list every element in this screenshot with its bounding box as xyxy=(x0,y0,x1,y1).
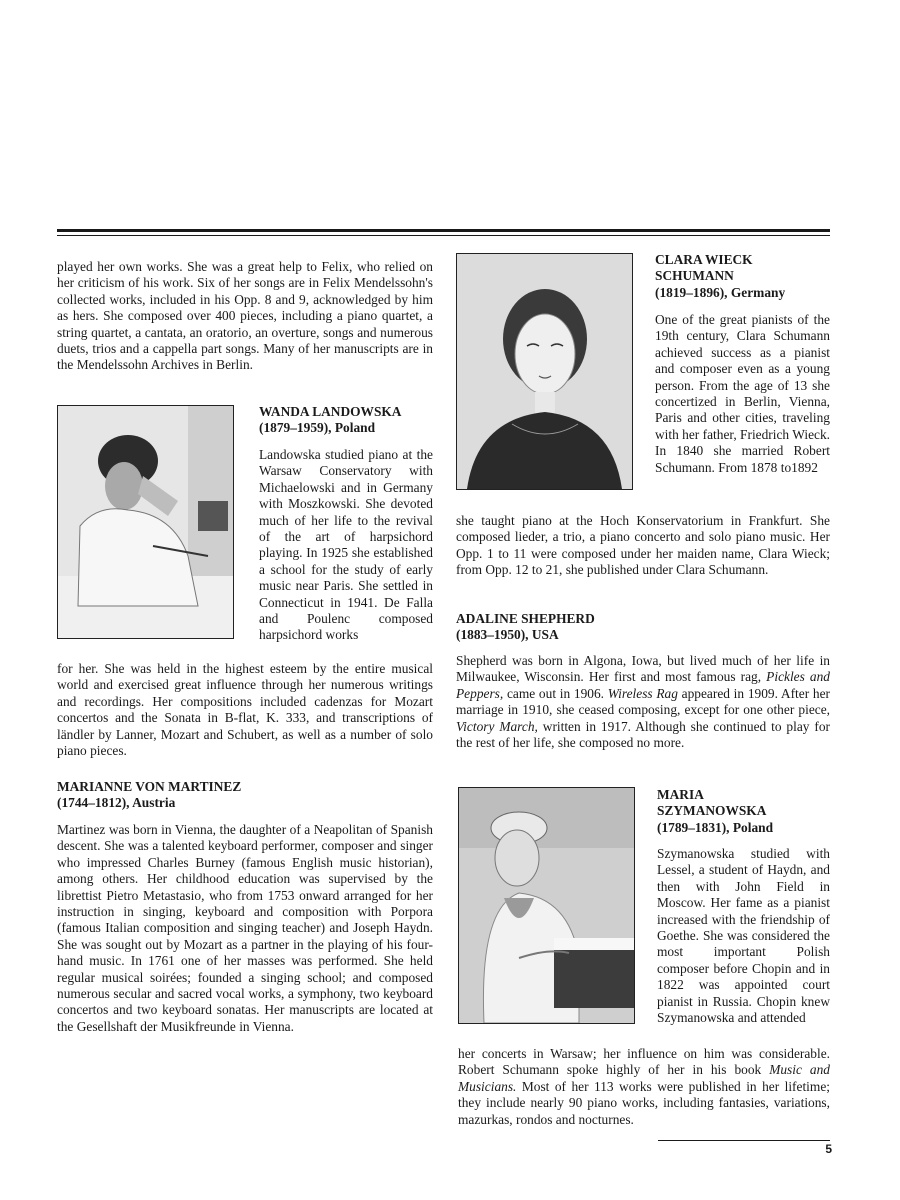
szymanowska-name-line2: SZYMANOWSKA xyxy=(657,803,767,819)
shepherd-bio xyxy=(456,653,830,751)
header-rule-thick xyxy=(57,229,830,232)
header-rule-thin xyxy=(57,235,830,236)
szymanowska-bio-b: Most of her 113 works were published in her lifetime; they include nearly 90 piano works, including fantasies, variations, mazurkas, rondos and nocturnes. xyxy=(458,1078,830,1127)
schumann-bio-full-width: she taught piano at the Hoch Konservatorium in Frankfurt. She composed lieder, a trio, a piano concerto and solo piano music. Her Opp. 1 to 11 were composed under her maiden name, Clara Wieck; from Opp. 12 to 21, she published under Clara Schumann. xyxy=(456,513,830,578)
landowska-dates: (1879–1959), Poland xyxy=(259,420,376,436)
schumann-bio-beside-photo: One of the great pianists of the 19th century, Clara Schumann achieved success as a pianist and composer even as a young person. From the age of 13 she concertized in Berlin, Vienna, Paris and other cities, traveling with her father, Friedrich Wieck. In 1840 she married Robert Schumann. From 1878 to1892 xyxy=(655,312,830,475)
szymanowska-name-line1: MARIA xyxy=(657,787,704,802)
martinez-name: MARIANNE VON MARTINEZ xyxy=(57,779,242,794)
page-number: 5 xyxy=(825,1142,832,1156)
shepherd-heading xyxy=(456,611,830,644)
szymanowska-portrait xyxy=(458,787,635,1024)
schumann-dates: (1819–1896), Germany xyxy=(655,284,786,300)
landowska-name: WANDA LANDOWSKA xyxy=(259,404,402,419)
shepherd-dates: (1883–1950), USA xyxy=(456,627,559,643)
footer-rule xyxy=(658,1140,830,1141)
intro-paragraph: played her own works. She was a great help to Felix, who relied on her criticism of his work. Six of her songs are in Felix Mendelssohn's collected works, included in his Opp. 8 and 9, acknowledged by him as hers. She composed over 400 pieces, including a piano quartet, a string quartet, a cantata, an oratorio, an overture, songs and numerous duets, trios and a cappella part songs. Many of her manuscripts are in the Mendelssohn Archives in Berlin. xyxy=(57,259,433,373)
shepherd-title-pickles: Pickles and Peppers, xyxy=(456,669,830,701)
schumann-portrait xyxy=(456,253,633,490)
szymanowska-dates: (1789–1831), Poland xyxy=(657,819,774,835)
shepherd-bio-d: written in 1917. Although she continued to play for the rest of her life, she composed no more. xyxy=(456,718,830,751)
shepherd-bio-a: Shepherd was born in Algona, Iowa, but lived much of her life in Milwaukee, Wisconsin. Her first and most famous rag, xyxy=(456,653,830,685)
schumann-name-line2: SCHUMANN xyxy=(655,268,734,284)
szymanowska-bio-beside-photo: Szymanowska studied with Lessel, a student of Haydn, and then with John Field in Moscow. Her fame as a pianist increased with the friendship of Goethe. She was considered the most important Polish composer before Chopin and in 1822 was appointed court pianist in Russia. Chopin knew Szymanowska and attended xyxy=(657,846,830,1026)
landowska-bio-full-width: for her. She was held in the highest esteem by the entire musical world and exercised great influence through her numerous writings and recordings. Her compositions included cadenzas for Mozart concertos and the Sonata in B-flat, K. 333, and transcriptions of ländler by Lanner, Mozart and Schubert, as well as a number of solo piano pieces. xyxy=(57,661,433,759)
shepherd-name: ADALINE SHEPHERD xyxy=(456,611,595,626)
szymanowska-heading xyxy=(657,787,830,836)
shepherd-title-wireless: Wireless Rag xyxy=(607,685,678,701)
schumann-name-line1: CLARA WIECK xyxy=(655,252,753,267)
schumann-heading xyxy=(655,252,830,301)
shepherd-bio-c: appeared in 1909. After her marriage in 1910, she ceased composing, except for one other piece, xyxy=(456,685,831,718)
landowska-heading xyxy=(259,404,437,437)
shepherd-title-victory: Victory March, xyxy=(456,718,538,734)
szymanowska-book-title: Music and Musicians. xyxy=(458,1062,830,1094)
landowska-photo xyxy=(57,405,234,639)
martinez-bio: Martinez was born in Vienna, the daughter of a Neapolitan of Spanish descent. She was a talented keyboard performer, composer and singer who impressed Charles Burney (famous English music historian), among others. Her childhood education was supervised by the librettist Pietro Metastasio, who from 1753 onward arranged for her instruction in singing, keyboard and composition with Porpora (famous Italian composition and singing teacher) and Joseph Haydn. She was sought out by Mozart as a partner in the playing of his four-hand music. In 1761 one of her masses was performed. She held regular musical soirées; founded a singing school; and composed numerous secular and sacred vocal works, a symphony, two keyboard concertos and two keyboard sonatas. Her manuscripts are located at the Gesellshaft der Musikfreunde in Vienna. xyxy=(57,822,433,1034)
shepherd-bio-b: came out in 1906. xyxy=(503,685,608,701)
martinez-dates: (1744–1812), Austria xyxy=(57,795,176,811)
szymanowska-bio-full-width xyxy=(458,1046,830,1128)
martinez-heading xyxy=(57,779,433,812)
landowska-bio-beside-photo: Landowska studied piano at the Warsaw Conservatory with Michaelowski and in Germany with Moszkowski. She devoted much of her life to the revival of the art of harpsichord playing. In 1925 she established a school for the study of early music near Paris. She settled in Connecticut in 1941. De Falla and Poulenc composed harpsichord works xyxy=(259,447,433,643)
szymanowska-bio-a: her concerts in Warsaw; her influence on him was considerable. Robert Schumann spoke highly of her in his book xyxy=(458,1046,830,1078)
